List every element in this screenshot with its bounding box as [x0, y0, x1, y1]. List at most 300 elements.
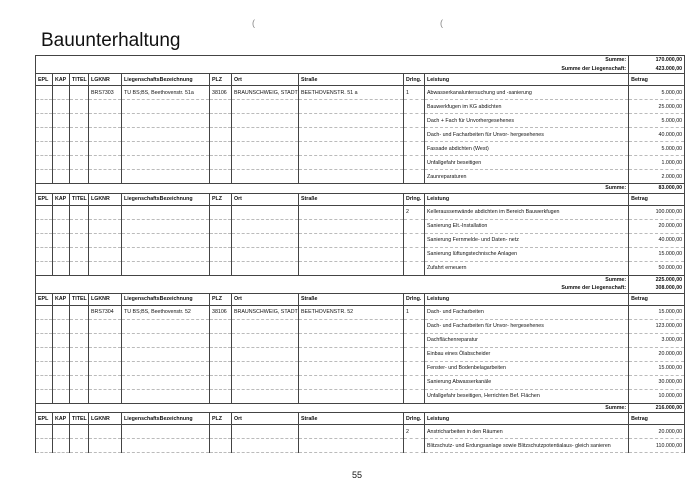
- empty-cell: [232, 128, 299, 142]
- empty-cell: [89, 333, 122, 347]
- empty-cell: [70, 361, 89, 375]
- betrag-cell: 40.000,00: [629, 128, 685, 142]
- empty-cell: [36, 375, 53, 389]
- table-row: [36, 333, 685, 347]
- empty-cell: [53, 114, 70, 128]
- page-number: 55: [352, 470, 363, 480]
- column-header: LiegenschaftsBezeichnung: [122, 74, 210, 86]
- empty-cell: [70, 100, 89, 114]
- empty-cell: [122, 100, 210, 114]
- empty-cell: [299, 219, 404, 233]
- leistung-cell: Dach + Fach für Unvorhergesehenes: [425, 114, 629, 128]
- empty-cell: [299, 333, 404, 347]
- empty-cell: [210, 170, 232, 184]
- column-header: Ort: [232, 193, 299, 205]
- empty-cell: [36, 439, 53, 453]
- column-header: Drlng.: [404, 293, 425, 305]
- empty-cell: [53, 261, 70, 275]
- empty-cell: [404, 375, 425, 389]
- bezeichnung-cell: TU BS;BS, Beethovenstr. 52: [122, 305, 210, 319]
- empty-cell: [70, 347, 89, 361]
- empty-cell: [53, 156, 70, 170]
- leistung-cell: Dach- und Facharbeiten für Unvor- hergesehenes: [425, 128, 629, 142]
- empty-cell: [53, 347, 70, 361]
- leistung-cell: Kelleraussenwände abdichten im Bereich Bauwerkfugen: [425, 205, 629, 219]
- empty-cell: [70, 305, 89, 319]
- column-header: LGKNR: [89, 74, 122, 86]
- empty-cell: [299, 156, 404, 170]
- column-header: Betrag: [629, 293, 685, 305]
- empty-cell: [122, 233, 210, 247]
- empty-cell: [53, 389, 70, 403]
- column-header: Betrag: [629, 413, 685, 425]
- sum-value: 308.000,00: [629, 284, 685, 293]
- drlng-cell: 1: [404, 86, 425, 100]
- header-row: [36, 293, 685, 305]
- empty-cell: [404, 247, 425, 261]
- empty-cell: [53, 439, 70, 453]
- empty-cell: [53, 86, 70, 100]
- column-header: Leistung: [425, 413, 629, 425]
- empty-cell: [299, 425, 404, 439]
- empty-cell: [232, 361, 299, 375]
- empty-cell: [89, 233, 122, 247]
- empty-cell: [299, 389, 404, 403]
- empty-cell: [70, 219, 89, 233]
- table-row: [36, 375, 685, 389]
- leistung-cell: Unfallgefahr beseitigen: [425, 156, 629, 170]
- strasse-cell: BEETHOVENSTR. 51 a: [299, 86, 404, 100]
- empty-cell: [210, 156, 232, 170]
- empty-cell: [404, 333, 425, 347]
- empty-cell: [232, 333, 299, 347]
- empty-cell: [299, 439, 404, 453]
- empty-cell: [89, 375, 122, 389]
- empty-cell: [89, 100, 122, 114]
- betrag-cell: 1.000,00: [629, 156, 685, 170]
- header-row: [36, 413, 685, 425]
- empty-cell: [404, 114, 425, 128]
- table-row: [36, 114, 685, 128]
- empty-cell: [122, 261, 210, 275]
- betrag-cell: 5.000,00: [629, 114, 685, 128]
- empty-cell: [122, 375, 210, 389]
- scan-mark: (: [252, 18, 255, 28]
- betrag-cell: 15.000,00: [629, 305, 685, 319]
- column-header: Ort: [232, 74, 299, 86]
- empty-cell: [36, 233, 53, 247]
- empty-cell: [36, 170, 53, 184]
- empty-cell: [210, 247, 232, 261]
- leistung-cell: Sanierung lüftungstechnische Anlagen: [425, 247, 629, 261]
- empty-cell: [89, 142, 122, 156]
- betrag-cell: 123.000,00: [629, 319, 685, 333]
- empty-cell: [53, 142, 70, 156]
- empty-cell: [210, 333, 232, 347]
- column-header: Leistung: [425, 193, 629, 205]
- leistung-cell: Bauwerkfugen im KG abdichten: [425, 100, 629, 114]
- empty-cell: [404, 156, 425, 170]
- empty-cell: [210, 425, 232, 439]
- empty-cell: [210, 114, 232, 128]
- empty-cell: [53, 205, 70, 219]
- leistung-cell: Einbau eines Ölabscheider: [425, 347, 629, 361]
- empty-cell: [232, 247, 299, 261]
- table-row: [36, 305, 685, 319]
- empty-cell: [70, 247, 89, 261]
- leistung-cell: Dach- und Facharbeiten für Unvor- hergesehenes: [425, 319, 629, 333]
- column-header: Drlng.: [404, 413, 425, 425]
- leistung-cell: Zaunreparaturen: [425, 170, 629, 184]
- empty-cell: [299, 319, 404, 333]
- leistung-cell: Dach- und Facharbeiten: [425, 305, 629, 319]
- column-header: Betrag: [629, 193, 685, 205]
- column-header: PLZ: [210, 193, 232, 205]
- sum-value: 423.000,00: [629, 65, 685, 74]
- empty-cell: [299, 361, 404, 375]
- table-row: [36, 389, 685, 403]
- empty-cell: [53, 425, 70, 439]
- empty-cell: [299, 261, 404, 275]
- summe-row: [36, 403, 685, 413]
- lgknr-cell: BRS7304: [89, 305, 122, 319]
- column-header: EPL: [36, 74, 53, 86]
- empty-cell: [232, 319, 299, 333]
- empty-cell: [404, 347, 425, 361]
- empty-cell: [210, 100, 232, 114]
- empty-cell: [89, 156, 122, 170]
- empty-cell: [89, 389, 122, 403]
- betrag-cell: 100.000,00: [629, 205, 685, 219]
- empty-cell: [122, 156, 210, 170]
- empty-cell: [53, 219, 70, 233]
- column-header: KAP: [53, 74, 70, 86]
- empty-cell: [122, 347, 210, 361]
- empty-cell: [404, 233, 425, 247]
- column-header: TITEL: [70, 74, 89, 86]
- empty-cell: [232, 233, 299, 247]
- empty-cell: [36, 142, 53, 156]
- empty-cell: [232, 347, 299, 361]
- empty-cell: [210, 319, 232, 333]
- empty-cell: [70, 389, 89, 403]
- table-row: [36, 261, 685, 275]
- scan-mark: (: [440, 18, 443, 28]
- page-title: Bauunterhaltung: [41, 30, 181, 51]
- empty-cell: [36, 114, 53, 128]
- betrag-cell: 30.000,00: [629, 375, 685, 389]
- empty-cell: [53, 305, 70, 319]
- empty-cell: [122, 114, 210, 128]
- drlng-cell: 2: [404, 205, 425, 219]
- column-header: PLZ: [210, 413, 232, 425]
- empty-cell: [89, 128, 122, 142]
- table-row: [36, 347, 685, 361]
- header-row: [36, 193, 685, 205]
- empty-cell: [210, 205, 232, 219]
- empty-cell: [36, 333, 53, 347]
- betrag-cell: 40.000,00: [629, 233, 685, 247]
- table-row: [36, 142, 685, 156]
- empty-cell: [299, 142, 404, 156]
- empty-cell: [122, 425, 210, 439]
- betrag-cell: 10.000,00: [629, 389, 685, 403]
- table-row: [36, 247, 685, 261]
- empty-cell: [210, 128, 232, 142]
- sum-label: Summe:: [36, 403, 629, 413]
- column-header: LGKNR: [89, 413, 122, 425]
- column-header: EPL: [36, 413, 53, 425]
- column-header: KAP: [53, 293, 70, 305]
- column-header: KAP: [53, 193, 70, 205]
- empty-cell: [210, 261, 232, 275]
- empty-cell: [299, 233, 404, 247]
- empty-cell: [404, 170, 425, 184]
- empty-cell: [299, 205, 404, 219]
- empty-cell: [299, 128, 404, 142]
- empty-cell: [210, 347, 232, 361]
- table-row: [36, 233, 685, 247]
- column-header: LGKNR: [89, 193, 122, 205]
- empty-cell: [36, 247, 53, 261]
- empty-cell: [210, 361, 232, 375]
- empty-cell: [299, 375, 404, 389]
- table-row: [36, 86, 685, 100]
- betrag-cell: 25.000,00: [629, 100, 685, 114]
- empty-cell: [70, 128, 89, 142]
- column-header: Straße: [299, 74, 404, 86]
- empty-cell: [210, 375, 232, 389]
- column-header: PLZ: [210, 74, 232, 86]
- column-header: TITEL: [70, 193, 89, 205]
- liegenschaft-summe-row: [36, 284, 685, 293]
- column-header: TITEL: [70, 413, 89, 425]
- sum-value: 216.000,00: [629, 403, 685, 413]
- leistung-cell: Sanierung Fernmelde- und Daten- netz: [425, 233, 629, 247]
- column-header: Leistung: [425, 293, 629, 305]
- empty-cell: [232, 156, 299, 170]
- empty-cell: [122, 247, 210, 261]
- leistung-cell: Dachflächenreparatur: [425, 333, 629, 347]
- empty-cell: [36, 100, 53, 114]
- empty-cell: [36, 219, 53, 233]
- empty-cell: [122, 205, 210, 219]
- empty-cell: [232, 170, 299, 184]
- column-header: Straße: [299, 193, 404, 205]
- empty-cell: [299, 114, 404, 128]
- betrag-cell: 20.000,00: [629, 219, 685, 233]
- column-header: EPL: [36, 293, 53, 305]
- leistung-cell: Sanierung Elt.-Installation: [425, 219, 629, 233]
- empty-cell: [404, 361, 425, 375]
- column-header: LiegenschaftsBezeichnung: [122, 413, 210, 425]
- betrag-cell: 15.000,00: [629, 247, 685, 261]
- empty-cell: [89, 347, 122, 361]
- empty-cell: [404, 439, 425, 453]
- table-row: [36, 361, 685, 375]
- empty-cell: [70, 333, 89, 347]
- sum-label: Summe:: [36, 275, 629, 284]
- table-row: [36, 128, 685, 142]
- empty-cell: [232, 375, 299, 389]
- empty-cell: [404, 100, 425, 114]
- leistung-cell: Sanierung Abwasserkanäle: [425, 375, 629, 389]
- bezeichnung-cell: TU BS;BS, Beethovenstr. 51a: [122, 86, 210, 100]
- column-header: LGKNR: [89, 293, 122, 305]
- empty-cell: [210, 233, 232, 247]
- empty-cell: [232, 205, 299, 219]
- leistung-cell: Unfallgefahr beseitigen, Herrichten Bef. Flächen: [425, 389, 629, 403]
- empty-cell: [299, 170, 404, 184]
- empty-cell: [53, 361, 70, 375]
- empty-cell: [53, 233, 70, 247]
- column-header: Straße: [299, 413, 404, 425]
- column-header: EPL: [36, 193, 53, 205]
- empty-cell: [36, 361, 53, 375]
- empty-cell: [210, 389, 232, 403]
- header-row: [36, 74, 685, 86]
- empty-cell: [53, 128, 70, 142]
- empty-cell: [232, 389, 299, 403]
- leistung-cell: Fenster- und Bodenbelagarbeiten: [425, 361, 629, 375]
- empty-cell: [53, 100, 70, 114]
- leistung-cell: Blitzschutz- und Erdungsanlage sowie Blitzschutzpotentialaus- gleich sanieren: [425, 439, 629, 453]
- table-row: [36, 156, 685, 170]
- summe-row: [36, 275, 685, 284]
- empty-cell: [36, 205, 53, 219]
- column-header: LiegenschaftsBezeichnung: [122, 293, 210, 305]
- empty-cell: [36, 261, 53, 275]
- empty-cell: [210, 142, 232, 156]
- empty-cell: [89, 319, 122, 333]
- empty-cell: [36, 128, 53, 142]
- empty-cell: [36, 86, 53, 100]
- strasse-cell: BEETHOVENSTR. 52: [299, 305, 404, 319]
- lgknr-cell: BRS7303: [89, 86, 122, 100]
- empty-cell: [36, 156, 53, 170]
- empty-cell: [404, 128, 425, 142]
- empty-cell: [70, 170, 89, 184]
- empty-cell: [232, 142, 299, 156]
- empty-cell: [122, 333, 210, 347]
- empty-cell: [36, 389, 53, 403]
- column-header: LiegenschaftsBezeichnung: [122, 193, 210, 205]
- empty-cell: [89, 219, 122, 233]
- empty-cell: [89, 361, 122, 375]
- empty-cell: [122, 361, 210, 375]
- betrag-cell: 15.000,00: [629, 361, 685, 375]
- empty-cell: [53, 319, 70, 333]
- empty-cell: [232, 114, 299, 128]
- empty-cell: [122, 319, 210, 333]
- empty-cell: [36, 425, 53, 439]
- empty-cell: [89, 170, 122, 184]
- bauunterhaltung-table: [35, 55, 685, 453]
- empty-cell: [89, 114, 122, 128]
- empty-cell: [70, 375, 89, 389]
- ort-cell: BRAUNSCHWEIG, STADT: [232, 305, 299, 319]
- empty-cell: [36, 347, 53, 361]
- table-row: [36, 205, 685, 219]
- empty-cell: [122, 219, 210, 233]
- empty-cell: [299, 100, 404, 114]
- empty-cell: [70, 233, 89, 247]
- ort-cell: BRAUNSCHWEIG, STADT: [232, 86, 299, 100]
- empty-cell: [232, 261, 299, 275]
- empty-cell: [210, 439, 232, 453]
- column-header: KAP: [53, 413, 70, 425]
- plz-cell: 38106: [210, 86, 232, 100]
- summe-row: [36, 56, 685, 65]
- plz-cell: 38106: [210, 305, 232, 319]
- table-row: [36, 170, 685, 184]
- empty-cell: [122, 170, 210, 184]
- empty-cell: [89, 247, 122, 261]
- column-header: Betrag: [629, 74, 685, 86]
- column-header: Ort: [232, 413, 299, 425]
- betrag-cell: 50.000,00: [629, 261, 685, 275]
- summe-row: [36, 184, 685, 194]
- empty-cell: [53, 333, 70, 347]
- table-row: [36, 425, 685, 439]
- empty-cell: [122, 439, 210, 453]
- betrag-cell: 3.000,00: [629, 333, 685, 347]
- empty-cell: [70, 261, 89, 275]
- empty-cell: [299, 347, 404, 361]
- empty-cell: [70, 86, 89, 100]
- empty-cell: [70, 156, 89, 170]
- leistung-cell: Zufahrt erneuern: [425, 261, 629, 275]
- empty-cell: [53, 170, 70, 184]
- table-row: [36, 219, 685, 233]
- empty-cell: [89, 261, 122, 275]
- column-header: Leistung: [425, 74, 629, 86]
- sum-label: Summe der Liegenschaft:: [36, 284, 629, 293]
- drlng-cell: 1: [404, 305, 425, 319]
- table-row: [36, 319, 685, 333]
- empty-cell: [70, 142, 89, 156]
- column-header: TITEL: [70, 293, 89, 305]
- empty-cell: [232, 219, 299, 233]
- column-header: Drlng.: [404, 193, 425, 205]
- betrag-cell: 5.000,00: [629, 142, 685, 156]
- empty-cell: [122, 142, 210, 156]
- table-row: [36, 439, 685, 453]
- betrag-cell: 20.000,00: [629, 347, 685, 361]
- empty-cell: [89, 439, 122, 453]
- empty-cell: [36, 319, 53, 333]
- empty-cell: [122, 128, 210, 142]
- sum-value: 170.000,00: [629, 56, 685, 65]
- sum-value: 83.000,00: [629, 184, 685, 194]
- column-header: Ort: [232, 293, 299, 305]
- empty-cell: [36, 305, 53, 319]
- empty-cell: [89, 425, 122, 439]
- empty-cell: [232, 439, 299, 453]
- empty-cell: [404, 261, 425, 275]
- empty-cell: [70, 114, 89, 128]
- empty-cell: [404, 389, 425, 403]
- column-header: PLZ: [210, 293, 232, 305]
- empty-cell: [122, 389, 210, 403]
- drlng-cell: 2: [404, 425, 425, 439]
- empty-cell: [404, 142, 425, 156]
- table-row: [36, 100, 685, 114]
- empty-cell: [404, 319, 425, 333]
- sum-label: Summe der Liegenschaft:: [36, 65, 629, 74]
- betrag-cell: 5.000,00: [629, 86, 685, 100]
- betrag-cell: 20.000,00: [629, 425, 685, 439]
